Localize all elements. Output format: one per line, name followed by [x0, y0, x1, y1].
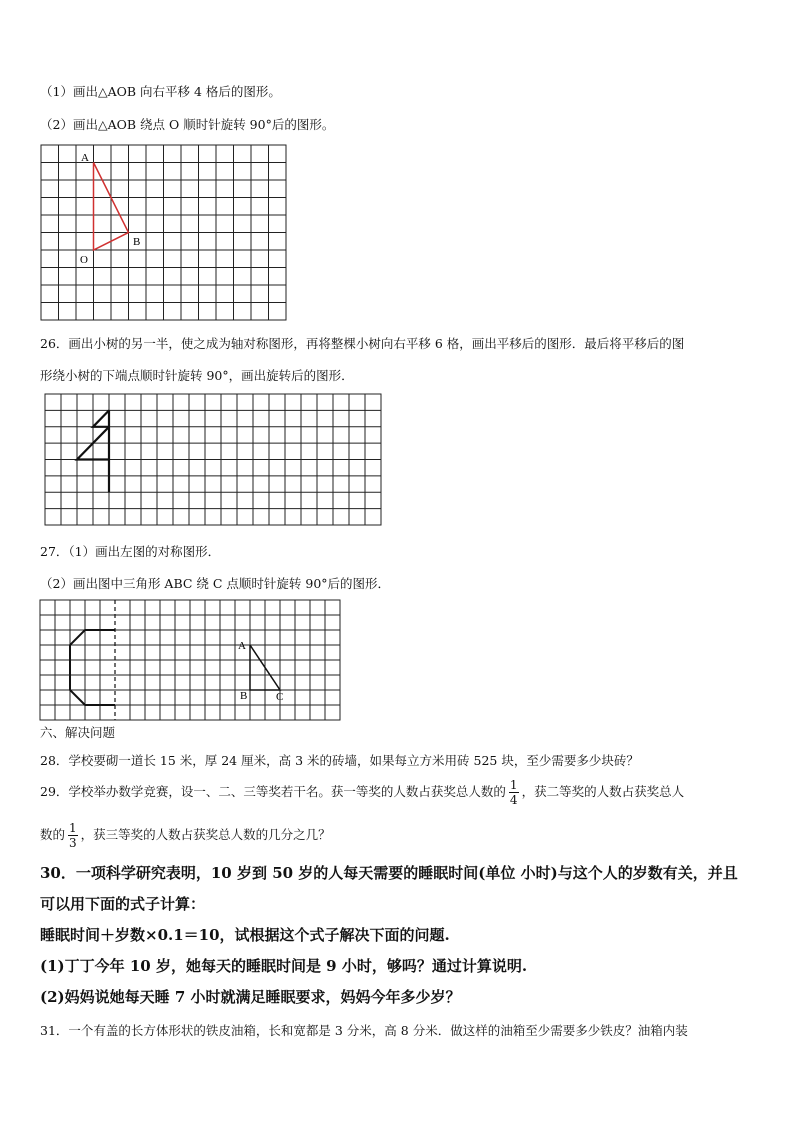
q25-grid — [41, 145, 286, 320]
label-b-2: B — [240, 690, 248, 702]
q29-frac2-den: 3 — [69, 836, 77, 850]
label-c: C — [276, 691, 284, 703]
q25-part2: （2）画出△AOB 绕点 O 顺时针旋转 90°后的图形。 — [40, 117, 335, 132]
label-a: A — [81, 152, 89, 164]
q31-text: 31．一个有盖的长方体形状的铁皮油箱，长和宽都是 3 分米，高 8 分米．做这样的油箱至少需要多少铁皮？油箱内装 — [40, 1023, 688, 1038]
q26-line1: 26．画出小树的另一半，使之成为轴对称图形，再将整棵小树向右平移 6 格，画出平移后的图形．最后将平移后的图 — [40, 336, 685, 351]
q28-text: 28．学校要砌一道长 15 米，厚 24 厘米，高 3 米的砖墙，如果每立方米用砖 525 块，至少需要多少块砖？ — [40, 753, 639, 768]
q27-part1: 27．（1）画出左图的对称图形． — [40, 544, 221, 559]
q29-frac2-num: 1 — [69, 821, 77, 835]
q27-grid — [40, 600, 340, 720]
q29-text-c: 数的 — [40, 827, 66, 842]
label-o: O — [80, 254, 88, 266]
q27-part2: （2）画出图中三角形 ABC 绕 C 点顺时针旋转 90°后的图形． — [40, 576, 391, 591]
q29-text-a: 29．学校举办数学竞赛，设一、二、三等奖若干名。获一等奖的人数占获奖总人数的 — [40, 784, 506, 799]
q30-line1: 30．一项科学研究表明，10 岁到 50 岁的人每天需要的睡眠时间(单位 小时)与这个人的岁数有关，并且 — [40, 864, 738, 882]
q30-line4: (1)丁丁今年 10 岁，她每天的睡眠时间是 9 小时，够吗？通过计算说明. — [40, 957, 528, 975]
q30-line3: 睡眠时间＋岁数×0.1＝10，试根据这个式子解决下面的问题. — [40, 926, 450, 944]
left-shape — [70, 630, 115, 705]
q29-frac1-den: 4 — [509, 793, 518, 807]
q29-line1 — [40, 779, 684, 806]
q29-fraction-1 — [509, 779, 519, 806]
q25-part1: （1）画出△AOB 向右平移 4 格后的图形。 — [40, 84, 281, 99]
q29-text-b: ，获二等奖的人数占获奖总人 — [521, 784, 685, 799]
label-a-2: A — [238, 640, 246, 652]
q26-line2: 形绕小树的下端点顺时针旋转 90°，画出旋转后的图形． — [40, 368, 354, 383]
q29-line2 — [40, 822, 331, 849]
section-heading: 六、解决问题 — [40, 725, 116, 740]
q29-fraction-2 — [68, 822, 78, 849]
q29-text-d: ，获三等奖的人数占获奖总人数的几分之几？ — [80, 827, 331, 842]
q29-frac1-num: 1 — [509, 778, 518, 792]
label-b: B — [133, 236, 141, 248]
q30-line2: 可以用下面的式子计算： — [40, 895, 206, 913]
q30-line5: (2)妈妈说她每天睡 7 小时就满足睡眠要求，妈妈今年多少岁？ — [40, 988, 461, 1006]
